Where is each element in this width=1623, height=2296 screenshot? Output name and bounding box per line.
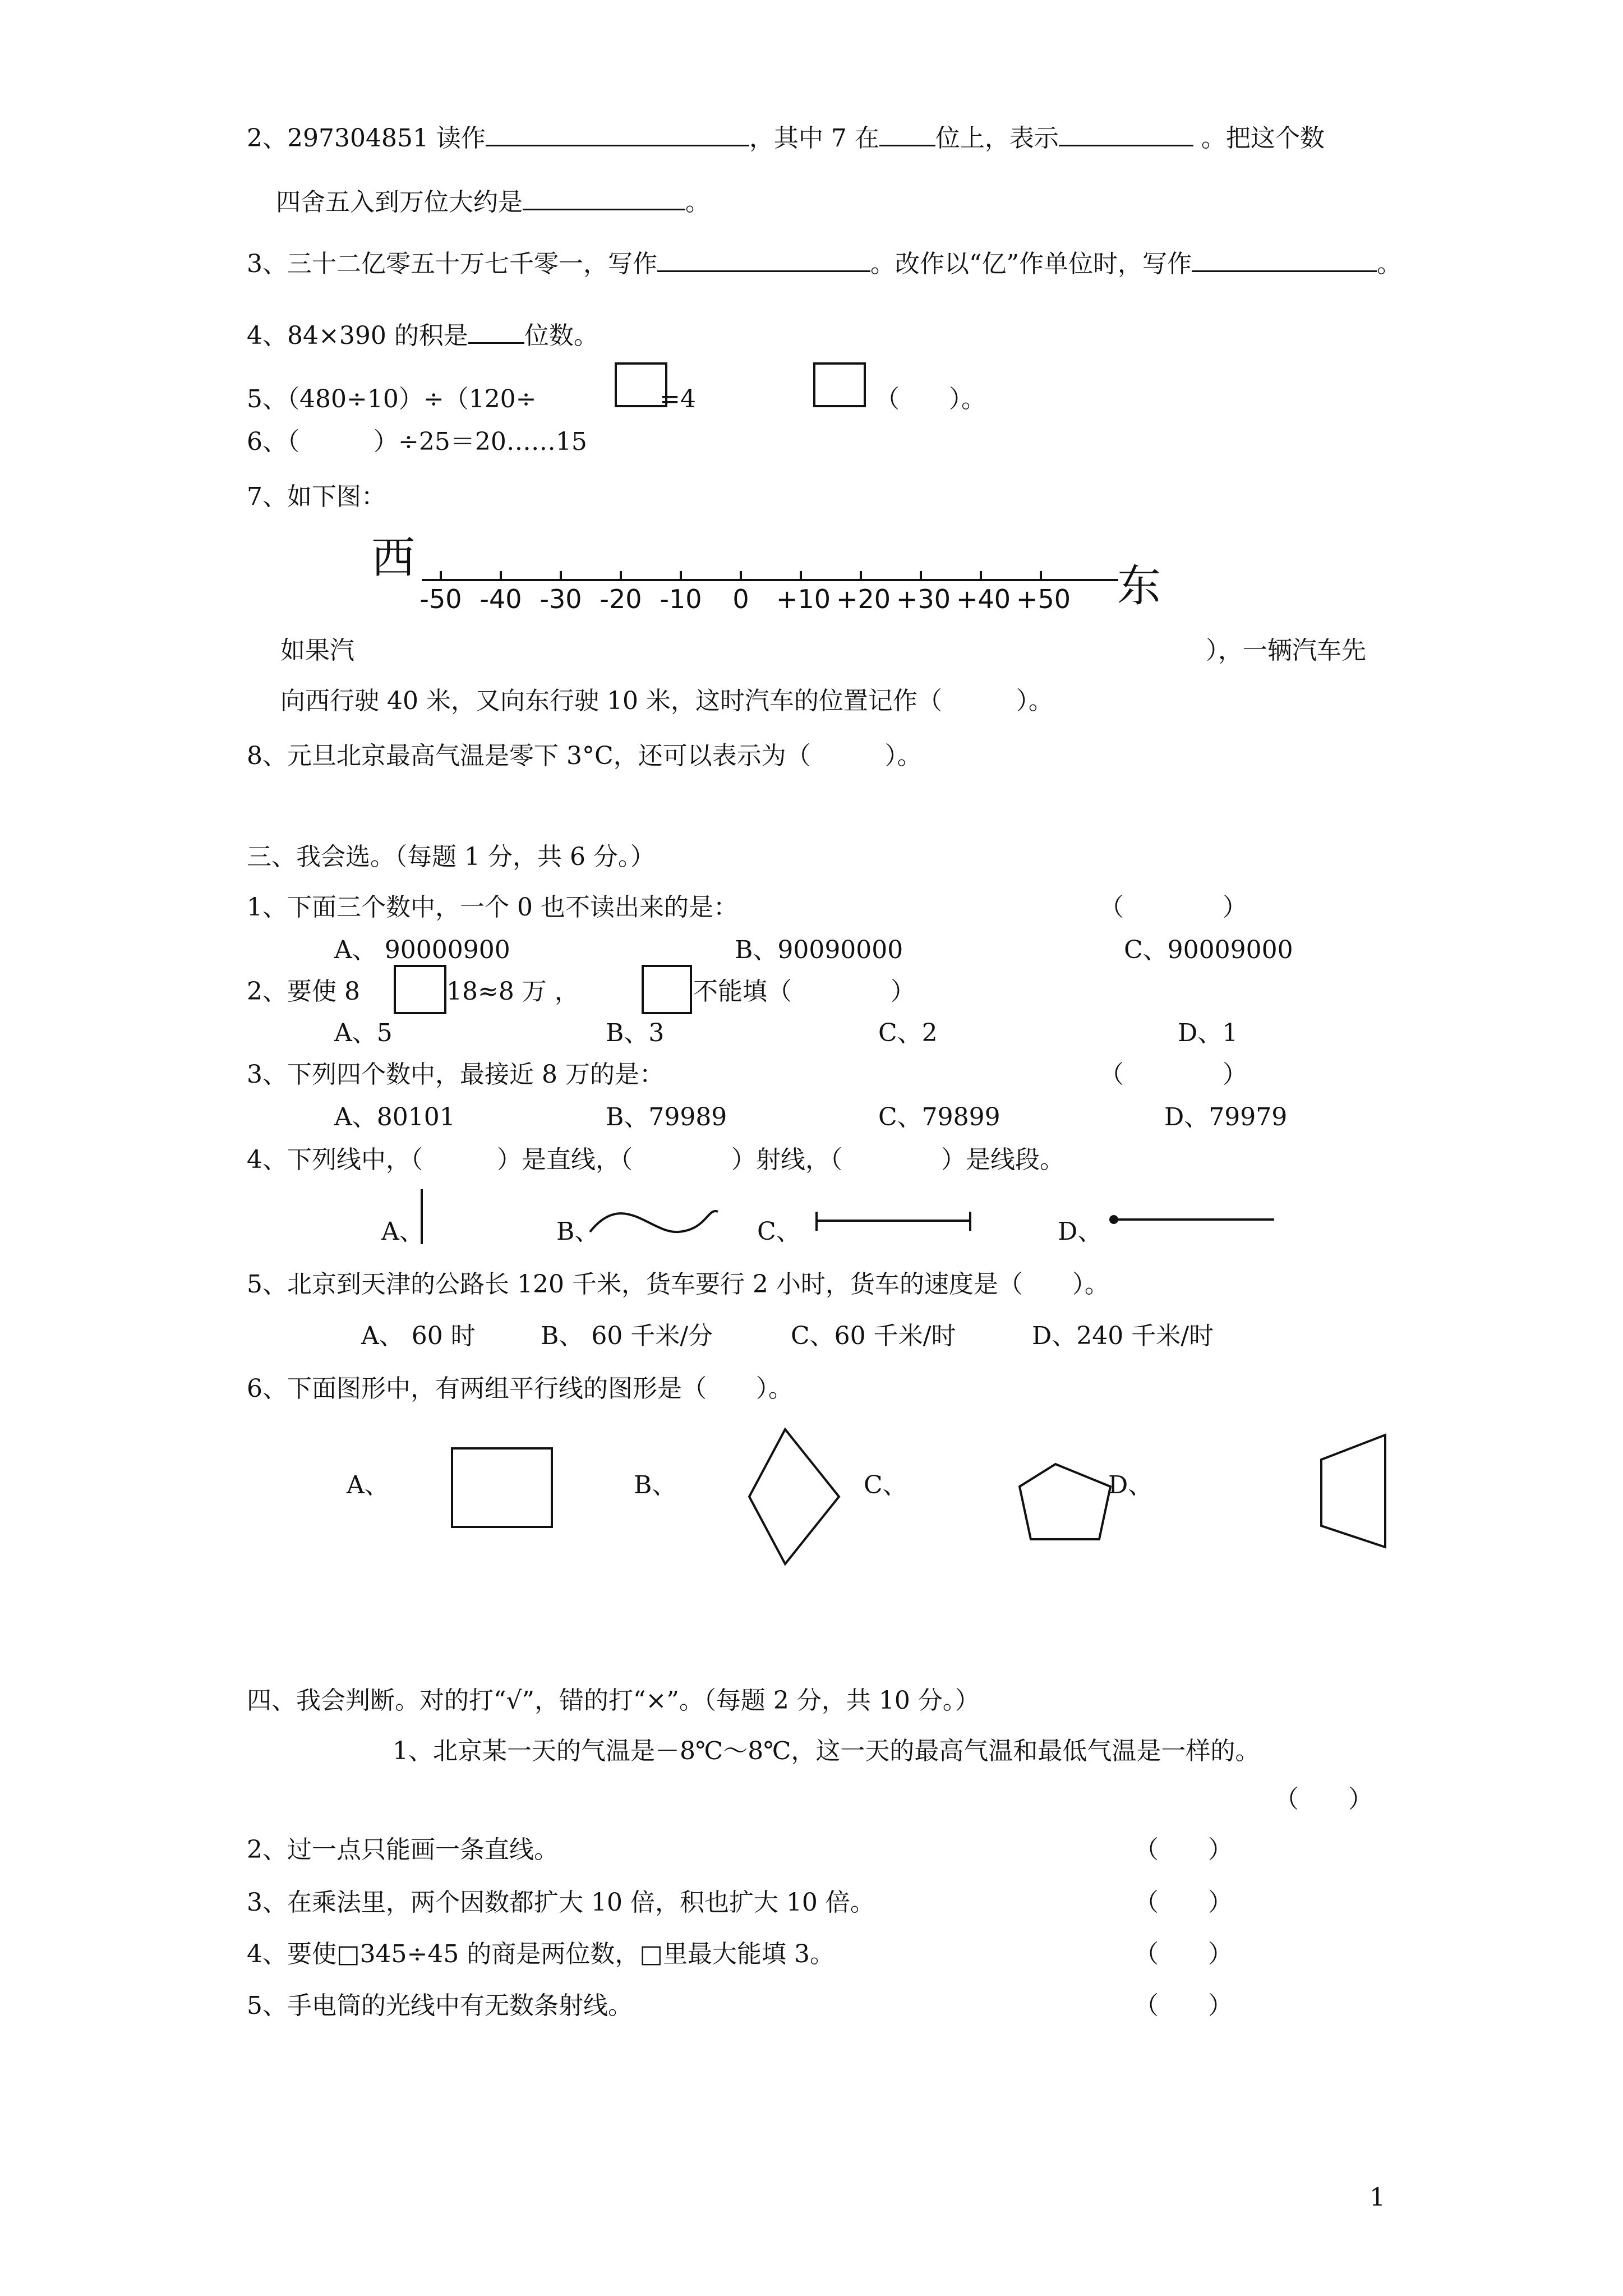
west-label: 西	[371, 533, 416, 583]
tick-label: -50	[419, 584, 462, 614]
tick-label: -20	[600, 584, 642, 614]
tick-label: +20	[836, 584, 891, 614]
s3-q1-opt-a[interactable]: A、 90000900	[334, 936, 510, 964]
q3-line: 3、三十二亿零五十万七千零一，写作 。改作以“亿”作单位时，写作 。	[247, 248, 1401, 280]
s3-q2-b: 18≈8 万 ，	[446, 977, 579, 1006]
s3-q6-opt-b[interactable]: B、	[634, 1471, 677, 1499]
s3-q5: 5、北京到天津的公路长 120 千米，货车要行 2 小时，货车的速度是（ ）。	[247, 1270, 1109, 1299]
s4-q1-paren[interactable]: （ ）	[1274, 1785, 1373, 1814]
q4-line: 4、84×390 的积是 位数。	[247, 320, 598, 352]
s3-q6: 6、下面图形中，有两组平行线的图形是（ ）。	[247, 1374, 793, 1403]
figure-rhombus	[749, 1429, 839, 1564]
s4-q2: 2、过一点只能画一条直线。	[247, 1835, 559, 1864]
q5-line: 5、（480÷10）÷（120÷	[247, 385, 537, 413]
q7-line: 7、如下图：	[247, 482, 386, 511]
s3-q5-opt-a[interactable]: A、 60 时	[361, 1322, 476, 1350]
s3-q2-a: 2、要使 8	[247, 977, 360, 1006]
s4-q5-paren[interactable]: （ ）	[1134, 1991, 1233, 2020]
s3-q3-opt-d[interactable]: D、79979	[1164, 1103, 1288, 1131]
q6-line: 6、（ ）÷25＝20……15	[247, 427, 587, 456]
s3-q1: 1、下面三个数中，一个 0 也不读出来的是：	[247, 893, 738, 922]
figure-trapezoid	[1321, 1435, 1385, 1547]
s3-q4-opt-c[interactable]: C、	[757, 1217, 801, 1246]
s3-q4-opt-d[interactable]: D、	[1058, 1217, 1103, 1246]
s3-q2-c: 不能填（ ）	[693, 977, 915, 1006]
q2-line2: 四舍五入到万位大约是 。	[276, 186, 710, 218]
s3-q4: 4、下列线中，（ ）是直线，（ ）射线，（ ）是线段。	[247, 1145, 1064, 1174]
s4-q3: 3、在乘法里，两个因数都扩大 10 倍，积也扩大 10 倍。	[247, 1888, 875, 1917]
s3-q1-opt-c[interactable]: C、90009000	[1124, 936, 1293, 964]
s3-q4-opt-a[interactable]: A、	[381, 1217, 424, 1246]
s3-q2-opt-d[interactable]: D、1	[1178, 1019, 1238, 1047]
s3-q1-opt-b[interactable]: B、90090000	[735, 936, 903, 964]
tick-label: 0	[732, 584, 749, 614]
tick-label: -40	[479, 584, 522, 614]
s3-q2-opt-c[interactable]: C、2	[878, 1019, 938, 1047]
page-number: 1	[1370, 2183, 1385, 2212]
s4-q3-paren[interactable]: （ ）	[1134, 1888, 1233, 1917]
s3-q2-opt-a[interactable]: A、5	[334, 1019, 393, 1047]
s3-q2-opt-b[interactable]: B、3	[606, 1019, 665, 1047]
s3-q5-opt-d[interactable]: D、240 千米/时	[1032, 1322, 1214, 1350]
east-label: 东	[1117, 561, 1161, 611]
figure-pentagon	[1020, 1464, 1110, 1539]
s3-q1-paren[interactable]: （ ）	[1099, 893, 1247, 922]
s3-q3-opt-b[interactable]: B、79989	[606, 1103, 727, 1131]
tick-label: -10	[660, 584, 702, 614]
s3-q3-opt-a[interactable]: A、80101	[334, 1103, 455, 1131]
s3-q3-opt-c[interactable]: C、79899	[878, 1103, 1000, 1131]
s3-q6-opt-c[interactable]: C、	[864, 1471, 907, 1499]
q7-text-line1: 如果汽	[280, 636, 354, 665]
tick-label: +50	[1016, 584, 1071, 614]
s4-q5: 5、手电筒的光线中有无数条射线。	[247, 1991, 633, 2020]
s3-q5-opt-c[interactable]: C、60 千米/时	[791, 1322, 956, 1350]
tick-label: +30	[896, 584, 951, 614]
s3-q4-opt-b[interactable]: B、	[556, 1217, 600, 1246]
s4-q1: 1、北京某一天的气温是－8℃～8℃，这一天的最高气温和最低气温是一样的。	[393, 1737, 1260, 1765]
s3-q6-opt-d[interactable]: D、	[1108, 1471, 1153, 1499]
q8-line: 8、元旦北京最高气温是零下 3°C，还可以表示为（ ）。	[247, 742, 922, 770]
q7-text-line2: 向西行驶 40 米，又向东行驶 10 米，这时汽车的位置记作（ ）。	[280, 687, 1053, 715]
q5-part3: （ ）。	[875, 385, 986, 413]
s3-q6-opt-a[interactable]: A、	[347, 1471, 389, 1499]
figure-rectangle	[452, 1448, 552, 1527]
s3-q3: 3、下列四个数中，最接近 8 万的是：	[247, 1060, 664, 1089]
q7-text-line1b: ），一辆汽车先	[1206, 636, 1366, 665]
q5-part2: =4	[660, 385, 696, 413]
section3-title: 三、我会选。（每题 1 分，共 6 分。）	[247, 843, 655, 871]
q2-line1: 2、297304851 读作 ，其中 7 在 位上，表示 。把这个数	[247, 122, 1325, 154]
tick-label: -30	[540, 584, 582, 614]
tick-label: +10	[776, 584, 831, 614]
s4-q2-paren[interactable]: （ ）	[1134, 1835, 1233, 1864]
s4-q4-paren[interactable]: （ ）	[1134, 1940, 1233, 1968]
section4-title: 四、我会判断。对的打“√”，错的打“×”。（每题 2 分，共 10 分。）	[247, 1686, 980, 1715]
s3-q3-paren[interactable]: （ ）	[1099, 1060, 1247, 1089]
tick-label: +40	[956, 584, 1011, 614]
s3-q5-opt-b[interactable]: B、 60 千米/分	[541, 1322, 713, 1350]
s4-q4: 4、要使□345÷45 的商是两位数，□里最大能填 3。	[247, 1940, 834, 1968]
